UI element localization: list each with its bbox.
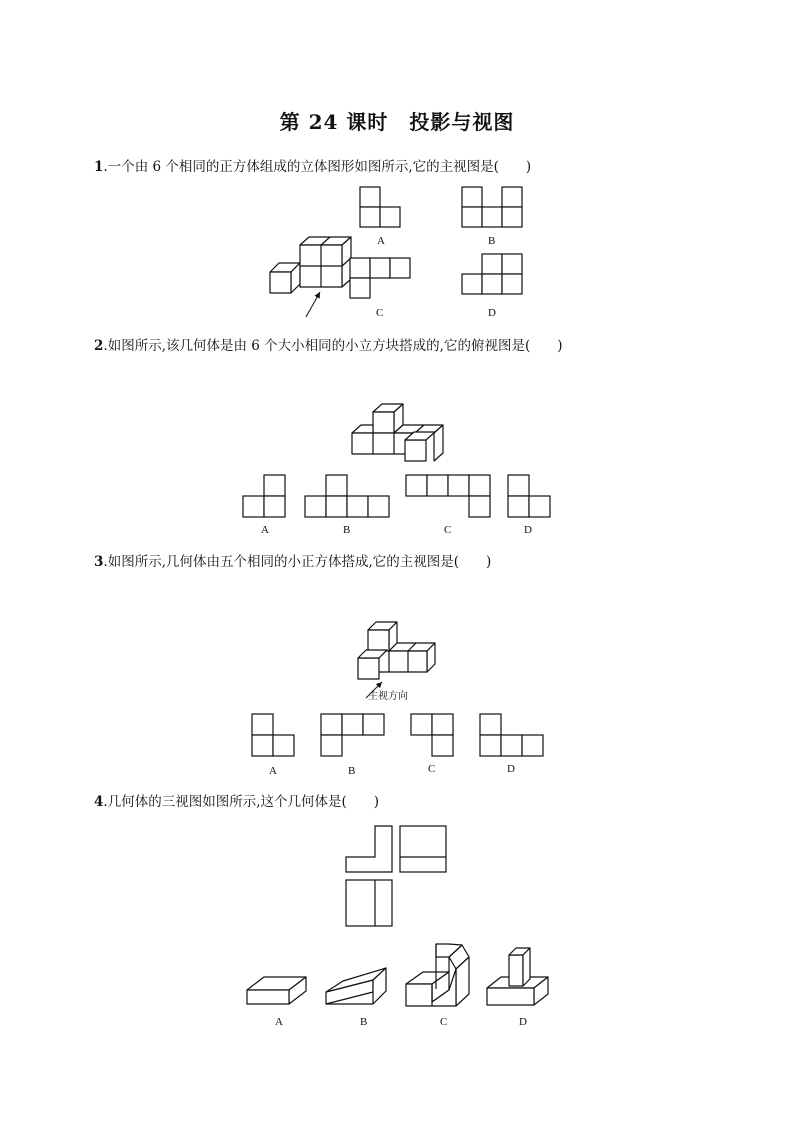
q3-direction-label: 主视方向 <box>368 691 408 702</box>
question-text: .如图所示,几何体由五个相同的小正方体搭成,它的主视图是( ) <box>103 554 492 570</box>
q2-option-c <box>406 475 490 517</box>
question-number: 2 <box>94 338 104 354</box>
q1-option-b <box>462 187 522 227</box>
q2-option-d <box>508 475 550 517</box>
q2-label-c: C <box>444 524 452 536</box>
question-text: .一个由 6 个相同的正方体组成的立体图形如图所示,它的主视图是( ) <box>103 159 532 175</box>
q2-label-d: D <box>524 524 532 536</box>
question-number: 3 <box>94 554 104 570</box>
q1-label-c: C <box>376 307 384 319</box>
q1-label-a: A <box>377 235 385 247</box>
q1-solid-figure <box>270 237 351 317</box>
q4-option-d <box>487 948 548 1005</box>
q2-solid-figure <box>352 404 443 461</box>
q2-option-a <box>243 475 285 517</box>
q2-option-b <box>305 475 389 517</box>
question-text: .几何体的三视图如图所示,这个几何体是( ) <box>103 794 380 810</box>
q1-label-b: B <box>488 235 496 247</box>
q3-option-c <box>411 714 453 756</box>
q1-label-d: D <box>488 307 496 319</box>
q4-option-a <box>247 977 306 1004</box>
q4-front-view <box>346 826 392 872</box>
q3-option-b <box>321 714 384 756</box>
q3-label-d: D <box>507 763 515 775</box>
q1-option-a <box>360 187 400 227</box>
page-title: 第 24 课时 投影与视图 <box>279 110 515 134</box>
q3-label-a: A <box>269 765 277 777</box>
q1-option-d <box>462 254 522 294</box>
question-number: 4 <box>94 794 104 810</box>
q4-label-b: B <box>360 1016 368 1028</box>
q1-option-c <box>350 258 410 298</box>
q3-option-d <box>480 714 543 756</box>
q4-option-c <box>406 944 469 1006</box>
q3-label-b: B <box>348 765 356 777</box>
question-number: 1 <box>94 159 104 175</box>
q4-top-view <box>346 880 392 926</box>
question-text: .如图所示,该几何体是由 6 个大小相同的小立方块搭成的,它的俯视图是( ) <box>103 338 563 354</box>
q4-label-d: D <box>519 1016 527 1028</box>
q3-solid-figure <box>358 622 435 698</box>
q4-label-c: C <box>440 1016 448 1028</box>
q3-option-a <box>252 714 294 756</box>
q4-option-b <box>326 968 386 1004</box>
q4-label-a: A <box>275 1016 283 1028</box>
q3-label-c: C <box>428 763 436 775</box>
q4-side-view <box>400 826 446 872</box>
q2-label-a: A <box>261 524 269 536</box>
q2-label-b: B <box>343 524 351 536</box>
